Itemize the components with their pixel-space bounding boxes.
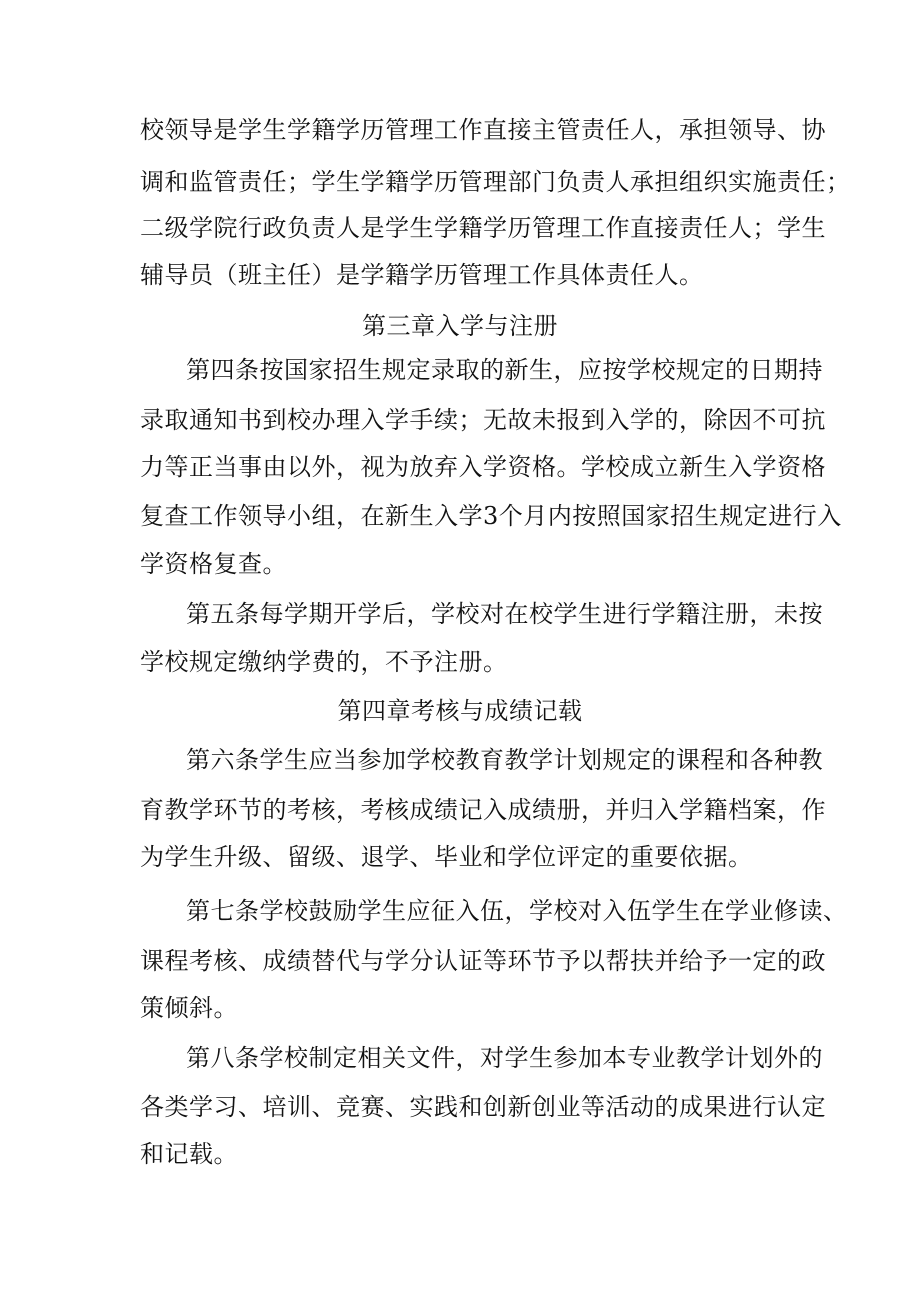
chapter-3-title: 第三章入学与注册 <box>362 312 558 340</box>
text-line: 第四条按国家招生规定录取的新生，应按学校规定的日期持 <box>186 356 823 384</box>
text-line: 学校规定缴纳学费的，不予注册。 <box>140 648 508 676</box>
text-line: 复查工作领导小组，在新生入学3个月内按照国家招生规定进行入 <box>140 502 842 530</box>
text-line: 校领导是学生学籍学历管理工作直接主管责任人，承担领导、协 <box>140 116 826 144</box>
text-line: 学资格复查。 <box>140 550 287 578</box>
text-line: 第七条学校鼓励学生应征入伍，学校对入伍学生在学业修读、 <box>186 897 848 925</box>
text-line: 各类学习、培训、竞赛、实践和创新创业等活动的成果进行认定 <box>140 1093 826 1121</box>
text-line: 二级学院行政负责人是学生学籍学历管理工作直接责任人；学生 <box>140 214 826 242</box>
text-line: 为学生升级、留级、退学、毕业和学位评定的重要依据。 <box>140 843 753 871</box>
text-line: 育教学环节的考核，考核成绩记入成绩册，并归入学籍档案，作 <box>140 796 826 824</box>
text-line: 录取通知书到校办理入学手续；无故未报到入学的，除因不可抗 <box>140 406 826 434</box>
text-line: 力等正当事由以外，视为放弃入学资格。学校成立新生入学资格 <box>140 453 826 481</box>
text-line: 第六条学生应当参加学校教育教学计划规定的课程和各种教 <box>186 746 823 774</box>
text-line: 第八条学校制定相关文件，对学生参加本专业教学计划外的 <box>186 1044 823 1072</box>
text-line: 和记载。 <box>140 1140 238 1168</box>
chapter-4-title: 第四章考核与成绩记载 <box>337 697 583 725</box>
text-line: 辅导员（班主任）是学籍学历管理工作具体责任人。 <box>140 261 704 289</box>
text-line: 第五条每学期开学后，学校对在校学生进行学籍注册，未按 <box>186 600 823 628</box>
text-line: 课程考核、成绩替代与学分认证等环节予以帮扶并给予一定的政 <box>140 947 826 975</box>
text-line: 策倾斜。 <box>140 994 238 1022</box>
text-line: 调和监管责任；学生学籍学历管理部门负责人承担组织实施责任； <box>140 168 851 196</box>
